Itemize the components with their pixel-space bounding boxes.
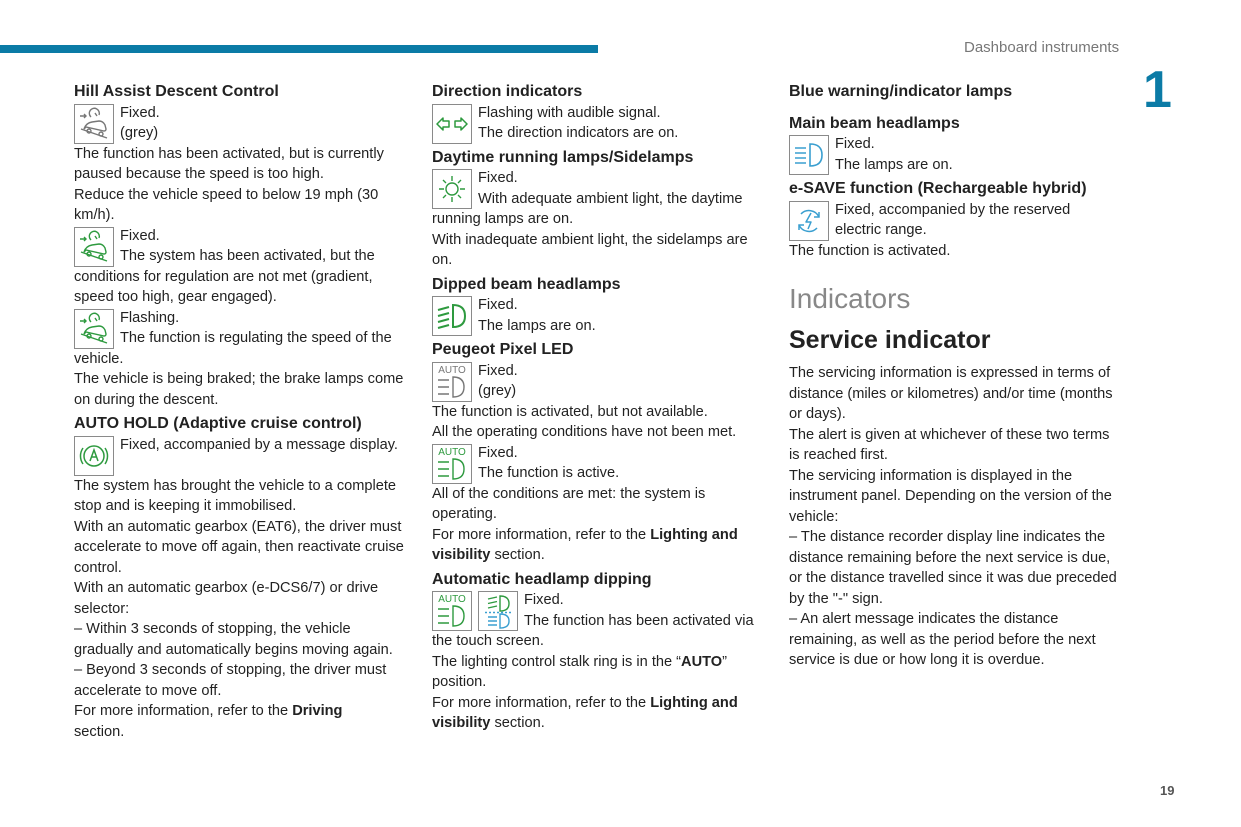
hill-c-status: Flashing. bbox=[120, 309, 180, 326]
auto-hold-paragraph-4: – Within 3 seconds of stopping, the vehicle gradually and automatically begins moving again. bbox=[74, 621, 393, 658]
auto-hold-ref-post: section. bbox=[74, 723, 125, 740]
hill-assist-heading: Hill Assist Descent Control bbox=[74, 83, 279, 100]
hill-descent-flashing-icon bbox=[74, 309, 114, 349]
auto-headlamp-grey-icon bbox=[432, 362, 472, 402]
direction-indicators-item bbox=[432, 103, 766, 144]
auto-hold-heading: AUTO HOLD (Adaptive cruise control) bbox=[74, 415, 362, 432]
auto-p1-pre: The lighting control stalk ring is in the “ bbox=[432, 653, 682, 670]
pixel-b-paragraph-1: All of the conditions are met: the system is operating. bbox=[432, 485, 706, 522]
column-2 bbox=[432, 82, 766, 734]
main-beam-heading: Main beam headlamps bbox=[789, 114, 960, 132]
pixel-ref-post: section. bbox=[490, 547, 545, 563]
auto-dipping-heading: Automatic headlamp dipping bbox=[432, 570, 652, 588]
auto-headlamp-green-icon bbox=[432, 444, 472, 484]
esave-heading: e-SAVE function (Rechargeable hybrid) bbox=[789, 180, 1087, 197]
dipped-status: Fixed. bbox=[478, 297, 518, 313]
auto-p1-post: ” position. bbox=[432, 653, 727, 690]
service-indicator-title: Service indicator bbox=[789, 326, 991, 354]
pixel-a-status: Fixed. bbox=[478, 362, 518, 379]
running-header: Dashboard instruments bbox=[964, 39, 1120, 56]
main-beam-item bbox=[789, 134, 1119, 175]
auto-hold-paragraph-6 bbox=[74, 701, 408, 742]
auto-icon-label: AUTO bbox=[438, 594, 466, 605]
daytime-lamps-item bbox=[432, 168, 766, 230]
esave-icon bbox=[789, 201, 829, 241]
chapter-number: 1 bbox=[1143, 61, 1172, 119]
hill-a-paragraph-2: Reduce the vehicle speed to below 19 mph (30 km/h). bbox=[74, 186, 379, 223]
auto-hold-ref-pre: For more information, refer to the bbox=[74, 703, 293, 719]
direction-arrows-icon bbox=[432, 104, 472, 144]
direction-indicators-heading: Direction indicators bbox=[432, 83, 583, 100]
auto-headlamp-icon bbox=[432, 591, 472, 631]
daytime-text: With adequate ambient light, the daytime running lamps are on. bbox=[432, 190, 743, 227]
auto-ref-link: Lighting and visibility bbox=[432, 694, 738, 731]
hill-a-paragraph-1: The function has been activated, but is currently paused because the speed is too high. bbox=[74, 145, 384, 182]
esave-paragraph-1: The function is activated. bbox=[789, 242, 951, 259]
direction-status: Flashing with audible signal. bbox=[478, 104, 661, 121]
dipped-beam-icon bbox=[432, 296, 472, 336]
daytime-paragraph-1: With inadequate ambient light, the sidelamps are on. bbox=[432, 231, 748, 268]
main-beam-text: The lamps are on. bbox=[835, 156, 953, 173]
hill-a-status: Fixed. bbox=[120, 104, 160, 121]
auto-paragraph-1 bbox=[432, 652, 766, 693]
daytime-lamps-heading: Daytime running lamps/Sidelamps bbox=[432, 148, 694, 166]
pixel-led-active-item bbox=[432, 443, 766, 484]
auto-hold-paragraph-2: With an automatic gearbox (EAT6), the driver must accelerate to move off again, then reactivate cruise control. bbox=[74, 518, 404, 576]
daytime-status: Fixed. bbox=[478, 170, 518, 186]
dipped-beam-item bbox=[432, 295, 766, 336]
auto-icon-label: AUTO bbox=[438, 364, 466, 376]
service-paragraph-3: The servicing information is displayed in the instrument panel. Depending on the version of the vehicle: bbox=[789, 467, 1112, 525]
hill-descent-green-icon bbox=[74, 227, 114, 267]
auto-icon-label: AUTO bbox=[438, 446, 466, 458]
service-paragraph-1: The servicing information is expressed in terms of distance (miles or kilometres) and/or time (months or days). bbox=[789, 365, 1113, 422]
auto-dipping-item bbox=[432, 590, 766, 652]
auto-status: Fixed. bbox=[524, 592, 564, 608]
indicators-section-title: Indicators bbox=[789, 283, 911, 314]
pixel-a-note: (grey) bbox=[478, 383, 517, 399]
hill-a-note: (grey) bbox=[120, 125, 159, 141]
esave-status: Fixed, accompanied by the reserved electric range. bbox=[835, 201, 1071, 238]
service-paragraph-2: The alert is given at whichever of these two terms is reached first. bbox=[789, 426, 1110, 463]
esave-item bbox=[789, 200, 1119, 241]
main-beam-icon bbox=[789, 135, 829, 175]
hill-c-paragraph-1: The vehicle is being braked; the brake lamps come on during the descent. bbox=[74, 371, 404, 408]
column-1 bbox=[74, 82, 408, 742]
pixel-b-status: Fixed. bbox=[478, 444, 518, 461]
page-number: 19 bbox=[1160, 783, 1175, 798]
pixel-ref-link: Lighting and visibility bbox=[432, 526, 738, 563]
hill-assist-fixed-item bbox=[74, 226, 408, 308]
auto-hold-icon bbox=[74, 436, 114, 476]
hill-c-text: The function is regulating the speed of the vehicle. bbox=[74, 330, 392, 367]
auto-paragraph-2 bbox=[432, 693, 766, 734]
hill-assist-grey-item bbox=[74, 103, 408, 144]
pixel-a-paragraph-1: The function is activated, but not available. bbox=[432, 403, 708, 420]
pixel-led-grey-item bbox=[432, 361, 766, 402]
pixel-ref-pre: For more information, refer to the bbox=[432, 526, 651, 543]
hill-b-text: The system has been activated, but the conditions for regulation are not met (gradient, speed too high, gear engaged). bbox=[74, 248, 375, 305]
hill-descent-grey-icon bbox=[74, 104, 114, 144]
service-paragraph-4: – The distance recorder display line indicates the distance remaining before the next service is due, or the distance travelled since it was due preceded by the "-" sign. bbox=[789, 529, 1117, 607]
main-beam-status: Fixed. bbox=[835, 136, 875, 152]
auto-hold-paragraph-3: With an automatic gearbox (e-DCS6/7) or drive selector: bbox=[74, 580, 379, 617]
auto-hold-paragraph-5: – Beyond 3 seconds of stopping, the driver must accelerate to move off. bbox=[74, 662, 387, 699]
header-accent-bar bbox=[0, 45, 598, 53]
auto-hold-paragraph-1: The system has brought the vehicle to a complete stop and is keeping it immobilised. bbox=[74, 477, 397, 514]
pixel-b-text: The function is active. bbox=[478, 465, 620, 481]
auto-hold-status: Fixed, accompanied by a message display. bbox=[120, 436, 398, 453]
dipped-beam-heading: Dipped beam headlamps bbox=[432, 275, 621, 293]
service-paragraph-5: – An alert message indicates the distance remaining, as well as the period before the next service is due or how long it is overdue. bbox=[789, 611, 1096, 668]
hill-assist-flashing-item bbox=[74, 308, 408, 370]
auto-hold-item bbox=[74, 435, 408, 476]
sidelamp-icon bbox=[432, 169, 472, 209]
auto-text: The function has been activated via the touch screen. bbox=[432, 612, 754, 649]
pixel-a-paragraph-2: All the operating conditions have not been met. bbox=[432, 424, 737, 440]
direction-text: The direction indicators are on. bbox=[478, 125, 679, 141]
column-3 bbox=[789, 82, 1119, 671]
beam-switch-icon bbox=[478, 591, 518, 631]
auto-p1-bold: AUTO bbox=[681, 653, 723, 670]
hill-b-status: Fixed. bbox=[120, 227, 160, 244]
auto-hold-ref-link: Driving bbox=[292, 703, 343, 719]
auto-ref-post: section. bbox=[490, 715, 545, 731]
pixel-led-heading: Peugeot Pixel LED bbox=[432, 341, 574, 358]
blue-lamps-heading: Blue warning/indicator lamps bbox=[789, 83, 1013, 100]
auto-ref-pre: For more information, refer to the bbox=[432, 694, 651, 711]
dipped-text: The lamps are on. bbox=[478, 317, 596, 334]
pixel-b-paragraph-2 bbox=[432, 525, 766, 566]
